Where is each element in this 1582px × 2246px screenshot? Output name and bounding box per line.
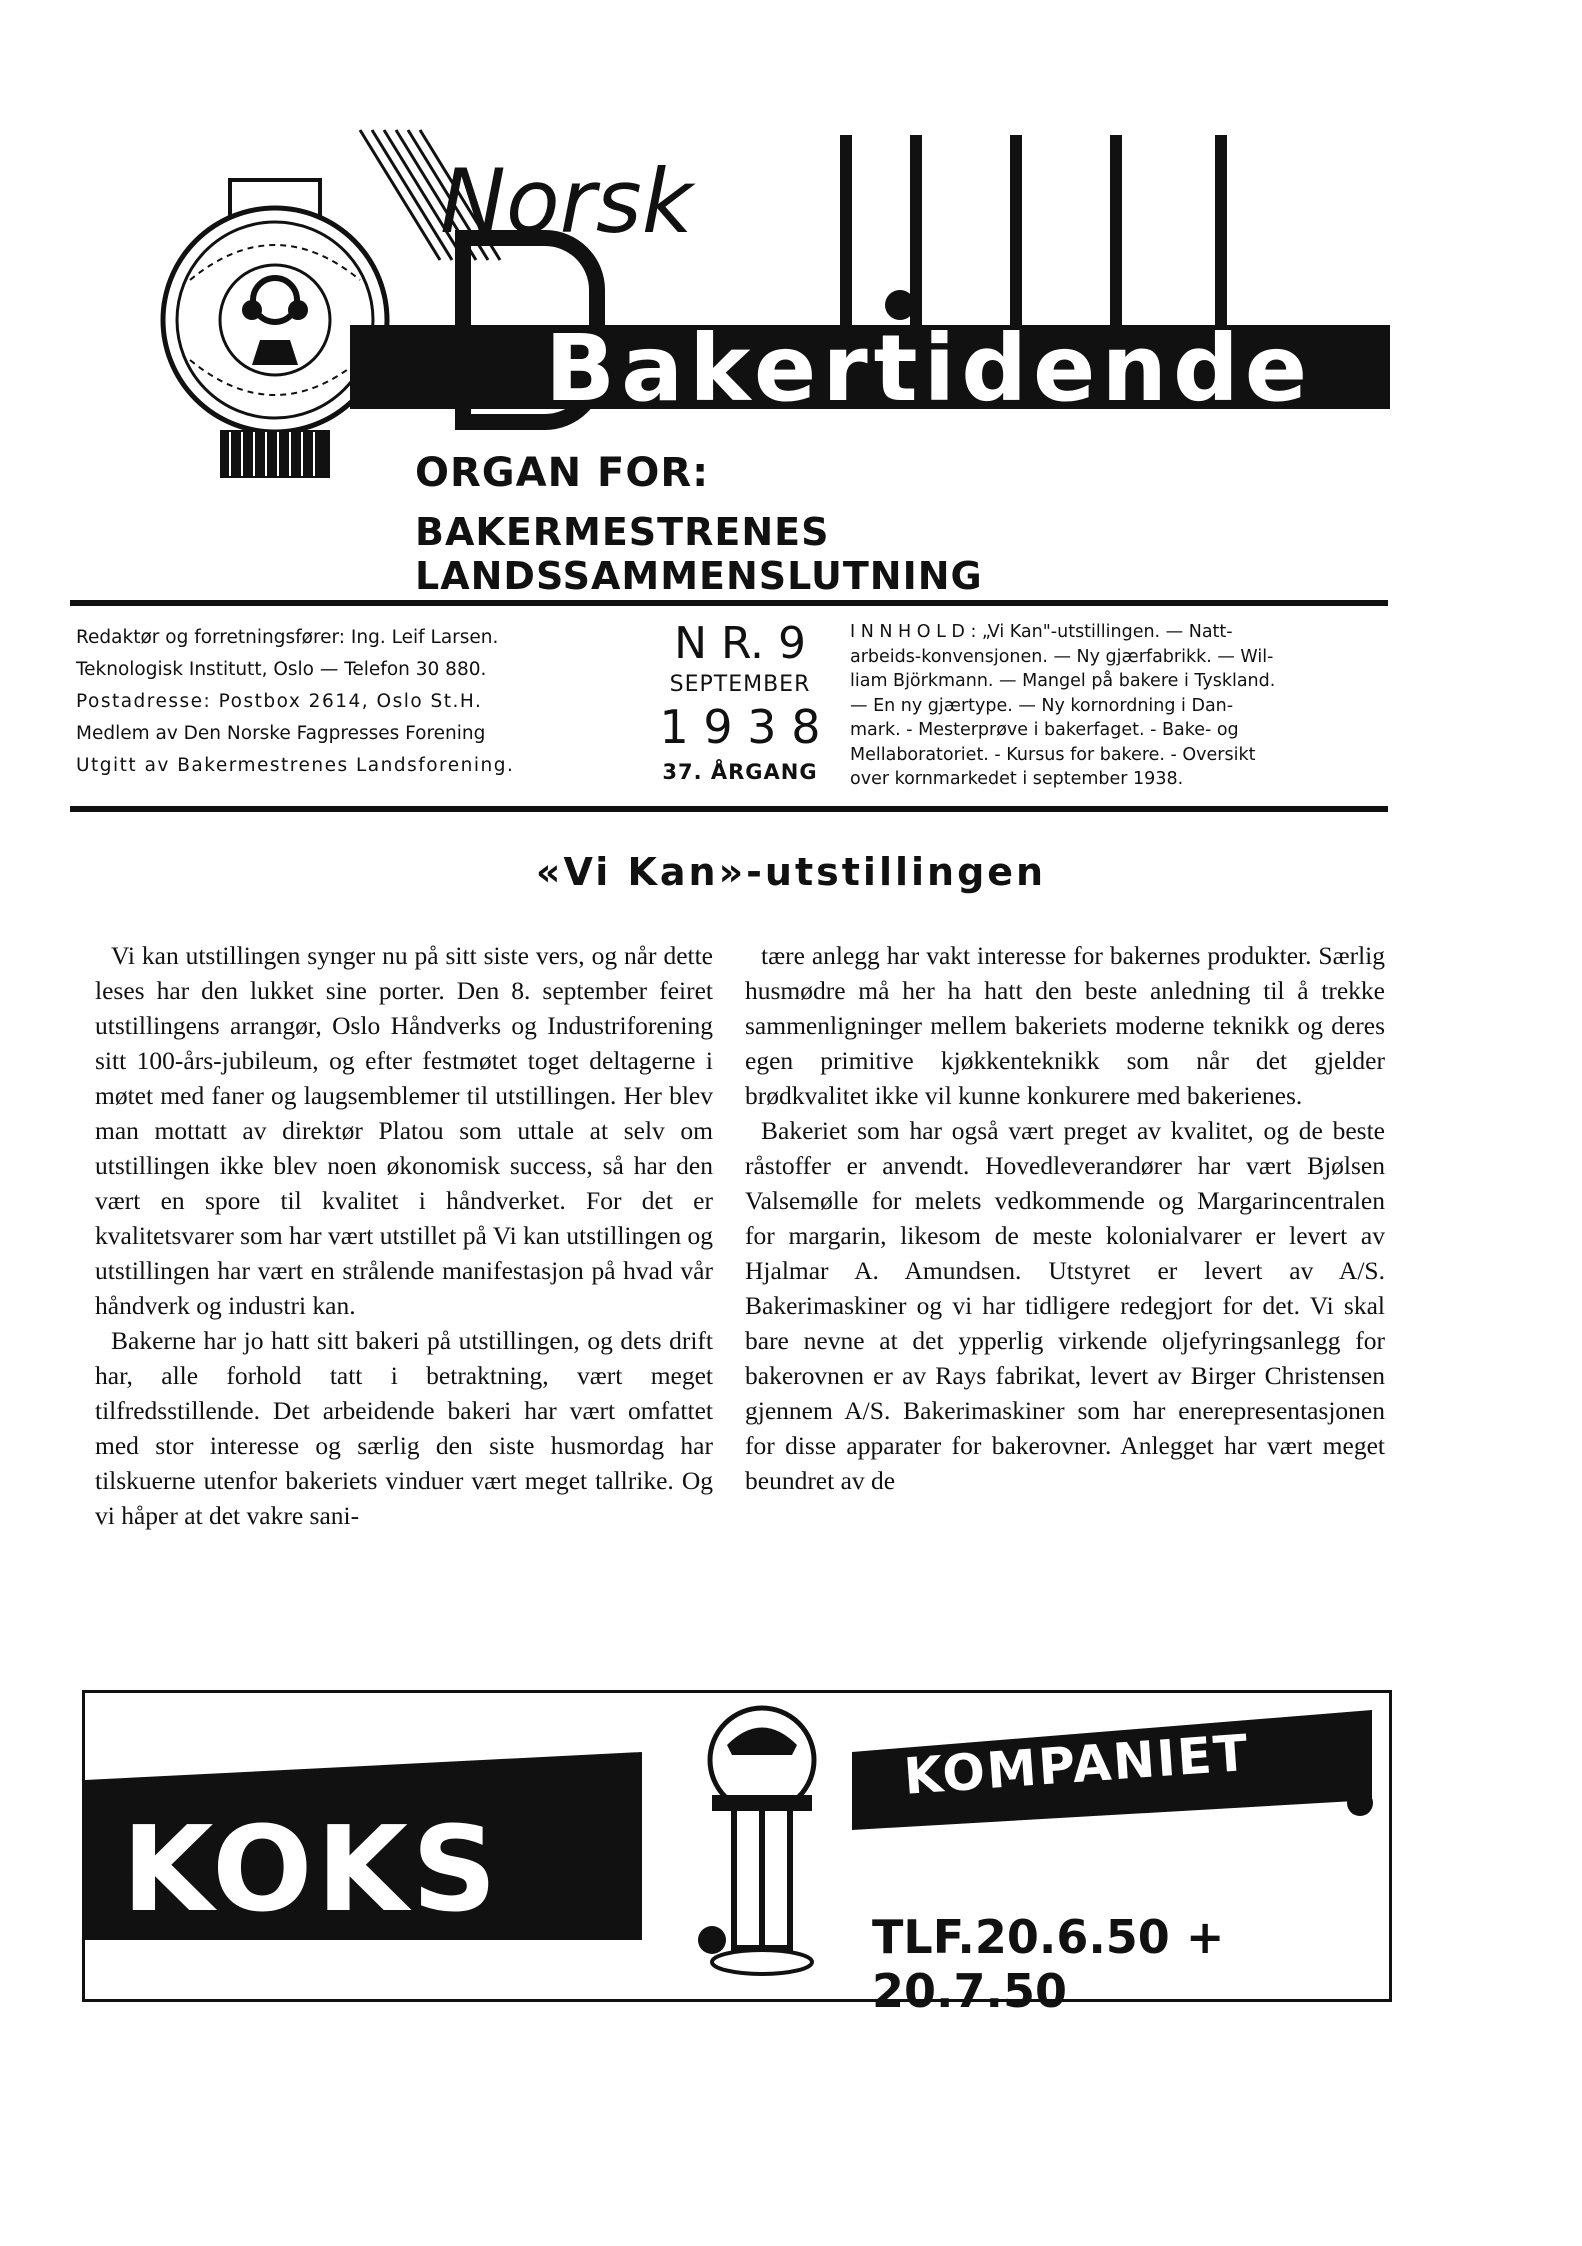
masthead-title-top: Norsk (440, 150, 693, 253)
contents-line: — En ny gjærtype. — Ny kornordning i Dan- (850, 695, 1234, 716)
masthead-column (1010, 135, 1022, 325)
contents-line: I N N H O L D : „Vi Kan"-utstillingen. — Natt- (850, 622, 1233, 642)
issue-year: 1 9 3 8 (659, 700, 821, 754)
contents-line: mark. - Mesterprøve i bakerfaget. - Bake- og (850, 720, 1239, 740)
ad-brand-right: KOMPANIET (902, 1723, 1252, 1806)
contents-line: Mellaboratoriet. - Kursus for bakere. - Oversikt (850, 744, 1256, 765)
koks-advertisement (82, 1690, 1392, 2018)
article-headline: «Vi Kan»-utstillingen (535, 850, 1047, 894)
paragraph: Vi kan utstillingen synger nu på sitt siste vers, og når dette leses har den lukket sine porter. Den 8. september feiret utstillingens arrangør, Oslo Håndverks og Industriforening sitt 100-års-jubileum, og efter festmøtet toget deltagerne i møtet med faner og laugsemblemer til utstillingen. Her blev man mottatt av direktør Platou som uttale at selv om utstillingen ikke blev noen økonomisk success, så har den vært en spore til kvalitet i håndverket. For det er kvalitetsvarer som har vært utstillet på Vi kan utstillingen og utstillingen har vært en strålende manifestasjon på hvad vår håndverk og industri kan. (95, 941, 713, 1320)
ad-dot (1347, 1790, 1373, 1816)
top-rule (70, 600, 1388, 606)
ad-phone: TLF.20.6.50 + 20.7.50 (872, 1910, 1225, 2018)
masthead-title-bottom: Bakertidende (545, 315, 1314, 422)
ad-brand-left: KOKS (122, 1800, 501, 1938)
editor-line: Medlem av Den Norske Fagpresses Forening (76, 723, 486, 744)
editor-line: Utgitt av Bakermestrenes Landsforening. (76, 755, 515, 776)
paragraph: tære anlegg har vakt interesse for bakernes produkter. Særlig husmødre må her ha hatt den beste anledning til å trekke sammenligninger mellem bakeriets moderne teknikk og deres egen primitive kjøkkenteknikk som når det gjelder brødkvalitet ikke vil kunne konkurere med bakerienes. (745, 941, 1385, 1110)
issue-month: SEPTEMBER (669, 672, 811, 697)
article-left-column (95, 938, 713, 1533)
article-right-column (745, 938, 1385, 1498)
editor-line: Teknologisk Institutt, Oslo — Telefon 30 880. (76, 659, 487, 680)
organ-line-1: ORGAN FOR: (415, 450, 710, 496)
editor-line: Redaktør og forretningsfører: Ing. Leif Larsen. (76, 627, 499, 648)
paragraph: Bakeriet som har også vært preget av kvalitet, og de beste råstoffer er anvendt. Hovedleverandører har vært Bjølsen Valsemølle for melets vedkommende og Margarincentralen for margarin, likesom de meste kolonialvarer er levert av Hjalmar A. Amundsen. Utstyret er levert av A/S. Bakerimaskiner og vi har tidligere redegjort for det. Vi skal bare nevne at det ypperlig virkende oljefyringsanlegg for bakerovnen er av Rays fabrikat, levert av Birger Christensen gjennem A/S. Bakerimaskiner som har enerepresentasjonen for disse apparater for bakerovner. Anlegget har vært meget beundret av de (745, 1116, 1385, 1495)
contents-list (850, 620, 1380, 792)
editor-info (76, 622, 636, 782)
masthead-column (1215, 135, 1227, 325)
contents-line: arbeids-konvensjonen. — Ny gjærfabrikk. — Wil- (850, 646, 1274, 667)
issue-number: N R. 9 (674, 618, 806, 669)
info-band (70, 600, 1388, 812)
masthead-column (1110, 135, 1122, 325)
worker-with-shovel-icon (672, 1700, 852, 1980)
issue-volume: 37. ÅRGANG (662, 760, 818, 784)
masthead-column (840, 135, 852, 325)
bottom-rule (70, 806, 1388, 812)
contents-line: liam Björkmann. — Mangel på bakere i Tyskland. (850, 671, 1276, 691)
organ-line-2: BAKERMESTRENES LANDSSAMMENSLUTNING (415, 510, 983, 598)
editor-line: Postadresse: Postbox 2614, Oslo St.H. (76, 691, 483, 712)
masthead (150, 120, 1390, 598)
contents-line: over kornmarkedet i september 1938. (850, 769, 1184, 789)
paragraph: Bakerne har jo hatt sitt bakeri på utstillingen, og dets drift har, alle forhold tatt i betraktning, vært meget tilfredsstillende. Det arbeidende bakeri har vært omfattet med stor interesse og særlig den siste husmordag har tilskuerne utenfor bakeriets vinduer vært meget tallrike. Og vi håper at det vakre sani- (95, 1326, 713, 1530)
